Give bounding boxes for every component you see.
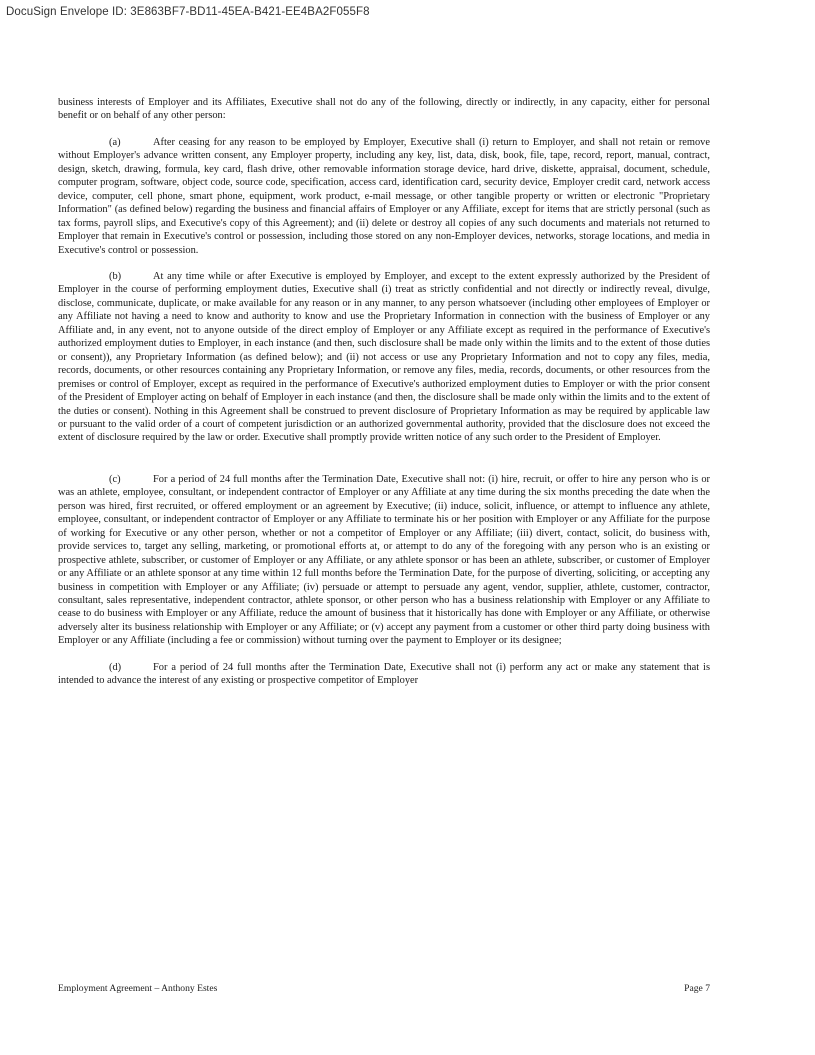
clause-c [58,473,710,648]
docusign-envelope-id: DocuSign Envelope ID: 3E863BF7-BD11-45EA-B421-EE4BA2F055F8 [6,6,370,18]
clause-a [58,136,710,257]
intro-paragraph: business interests of Employer and its Affiliates, Executive shall not do any of the following, directly or indirectly, in any capacity, either for personal benefit or on behalf of any other person: [58,97,710,122]
clause-d-label: (d) [109,661,122,673]
clause-c-label: (c) [109,473,121,485]
clause-c-text: For a period of 24 full months after the Termination Date, Executive shall not: (i) hire, recruit, or offer to hire any person who is or was an athlete, employee, consultant, or independent contractor of Employer or any Affiliate at any time during the six months preceding the date when the person was hired, first recruited, or offered employment or an agreement by Executive; (ii) induce, solicit, influence, or attempt to influence any athlete, employee, consultant, or independent contractor of Employer or any Affiliate to terminate his or her position with Employer or any Affiliate for the purpose of working for Executive or any other person, whether or not a competitor of Employer or any Affiliate; (iii) divert, contact, solicit, do business with, provide services to, target any selling, marketing, or promotional efforts at, or attempt to do any of the foregoing with any person who is an existing or prospective athlete, subscriber, or customer of Employer or any Affiliate, or any athlete sponsor or has been an athlete, subscriber, or customer of Employer or any Affiliate or an athlete sponsor at any time within 12 full months before the Termination Date, for the purpose of diverting, soliciting, or accepting any business in competition with Employer or any Affiliate; (iv) persuade or attempt to persuade any agent, vendor, supplier, athlete, customer, contractor, consultant, sales representative, independent contractor, athlete sponsor, or other person who has a business relationship with Employer or any Affiliate to cease to do business with Employer or any Affiliate, reduce the amount of business that it historically has done with Employer or any Affiliate, or otherwise adversely alter its business relationship with Employer or any Affiliate; or (v) accept any payment from a customer or other third party doing business with Employer or any Affiliate (including a fee or commission) without turning over the payment to Employer or its designee; [58,473,710,647]
clause-b-text: At any time while or after Executive is employed by Employer, and except to the extent expressly authorized by the President of Employer in the course of performing employment duties, Executive shall (i) treat as strictly confidential and not directly or indirectly reveal, divulge, disclose, communicate, duplicate, or make available for any reason or in any manner, to any person whatsoever (including other employees of Employer or any Affiliate not having a need to know and authority to know and use the Proprietary Information in connection with the business of Employer or any Affiliate and, in any event, not to anyone outside of the direct employ of Employer or any Affiliate except as required in the performance of Executive's authorized employment duties to Employer, in each instance (and then, such disclosure shall be made only within the limits and to the extent of those duties or consent)), any Proprietary Information (as defined below); and (ii) not access or use any Proprietary Information and not to copy any files, media, records, documents, or other resources containing any Proprietary Information, or remove any files, media, records, documents, or other resources from the premises or control of Employer, except as required in the performance of Executive's authorized employment duties to Employer or with the prior consent of the President of Employer acting on behalf of Employer in each instance (and then, the disclosure shall be made only within the limits and to the extent of the duties or consent). Nothing in this Agreement shall be construed to prevent disclosure of Proprietary Information as may be required by applicable law or pursuant to the valid order of a court of competent jurisdiction or an authorized governmental authority, provided that the disclosure does not exceed the extent of disclosure required by the law or order. Executive shall promptly provide written notice of any such order to the President of Employer. [58,270,710,444]
document-body [58,96,710,688]
clause-d-text: For a period of 24 full months after the Termination Date, Executive shall not (i) perform any act or make any statement that is intended to advance the interest of any existing or prospective competitor of Employer [58,661,710,687]
clause-b-label: (b) [109,270,122,282]
footer-page-number: Page 7 [684,983,710,994]
clause-a-text: After ceasing for any reason to be employed by Employer, Executive shall (i) return to Employer, and shall not retain or remove without Employer's advance written consent, any Employer property, including any key, list, data, disk, book, file, tape, record, report, manual, contract, design, sketch, drawing, formula, key card, flash drive, other removable information storage device, hard drive, diskette, appraisal, document, schedule, computer program, software, object code, source code, specification, access card, identification card, security device, Employer credit card, network access device, computer, cell phone, smart phone, equipment, work product, e-mail message, or other tangible property or written or electronic "Proprietary Information" (as defined below) regarding the business and financial affairs of Employer or any Affiliate, except for items that are strictly personal (such as tax forms, payroll slips, and Executive's copy of this Agreement); and (ii) delete or destroy all copies of any such documents and materials not returned to Employer that remain in Executive's control or possession, including those stored on any non-Employer devices, networks, storage locations, and media in Executive's control or possession. [58,136,710,256]
footer-document-title: Employment Agreement – Anthony Estes [58,983,218,994]
clause-d [58,661,710,688]
clause-b [58,270,710,445]
clause-a-label: (a) [109,136,121,148]
